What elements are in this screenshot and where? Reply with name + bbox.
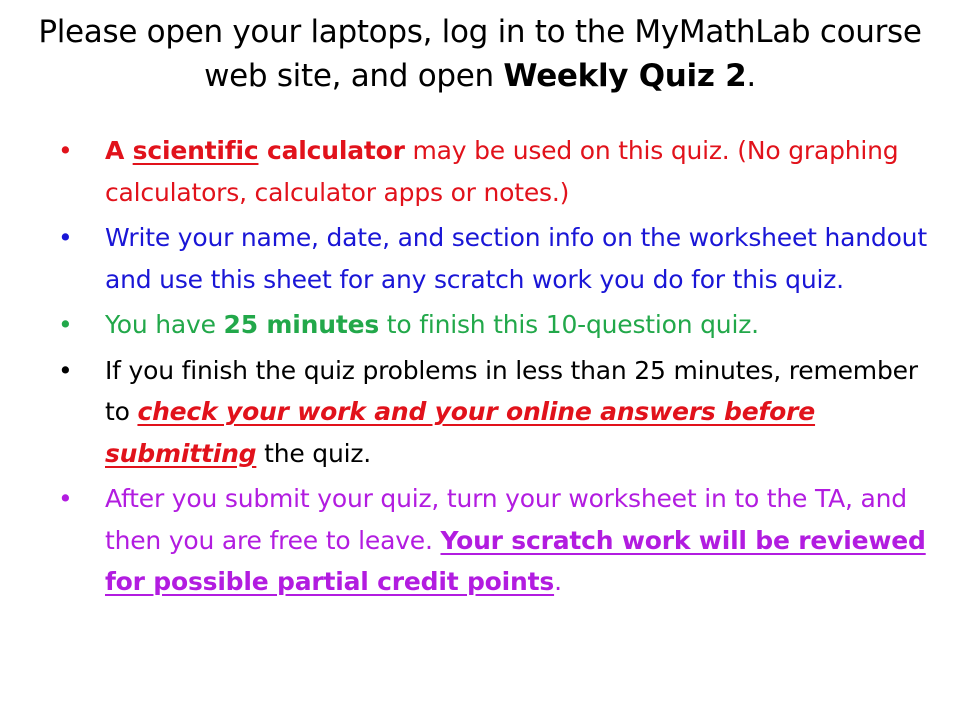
bullet-dot: • bbox=[58, 355, 73, 385]
bullet3-minutes: 25 minutes bbox=[223, 310, 380, 339]
bullet-dot: • bbox=[58, 223, 73, 252]
title-period: . bbox=[746, 58, 756, 94]
bullet-calculator-rule bbox=[0, 130, 960, 213]
bullet5-a: After you submit your quiz, turn your worksheet in to the TA, and then you are free to leave. bbox=[105, 484, 907, 555]
bullet-time-limit bbox=[0, 304, 960, 346]
bullet1-scientific: scientific bbox=[132, 136, 259, 165]
bullet1-calculator: calculator bbox=[258, 136, 405, 165]
bullet5-rest: . bbox=[554, 567, 562, 596]
bullet-submit-leave bbox=[0, 478, 960, 603]
bullet-list bbox=[0, 130, 960, 607]
bullet4-rest: the quiz. bbox=[256, 438, 372, 468]
bullet1-a: A bbox=[105, 136, 133, 165]
bullet-check-work bbox=[0, 350, 960, 475]
title-quiz-name: Weekly Quiz 2 bbox=[503, 58, 747, 94]
bullet3-a: You have bbox=[105, 310, 224, 339]
bullet-worksheet-info bbox=[0, 217, 960, 300]
bullet1-rest: may be used on this quiz. (No graphing calculators, calculator apps or notes.) bbox=[105, 136, 899, 207]
title-text: Please open your laptops, log in to the MyMathLab course web site, and open bbox=[38, 14, 922, 94]
bullet4-a: If you finish the quiz problems in less than 25 minutes, remember to bbox=[105, 355, 918, 426]
bullet-dot: • bbox=[58, 136, 73, 165]
bullet3-rest: to finish this 10-question quiz. bbox=[379, 310, 759, 339]
bullet5-emphasis: Your scratch work will be reviewed for possible partial credit points bbox=[105, 525, 926, 596]
bullet2-text: Write your name, date, and section info on the worksheet handout and use this sheet for any scratch work you do for this quiz. bbox=[105, 223, 927, 294]
slide-title bbox=[20, 10, 940, 98]
bullet-dot: • bbox=[58, 310, 73, 339]
bullet-dot: • bbox=[58, 484, 73, 513]
bullet4-emphasis: check your work and your online answers before submitting bbox=[105, 397, 816, 468]
